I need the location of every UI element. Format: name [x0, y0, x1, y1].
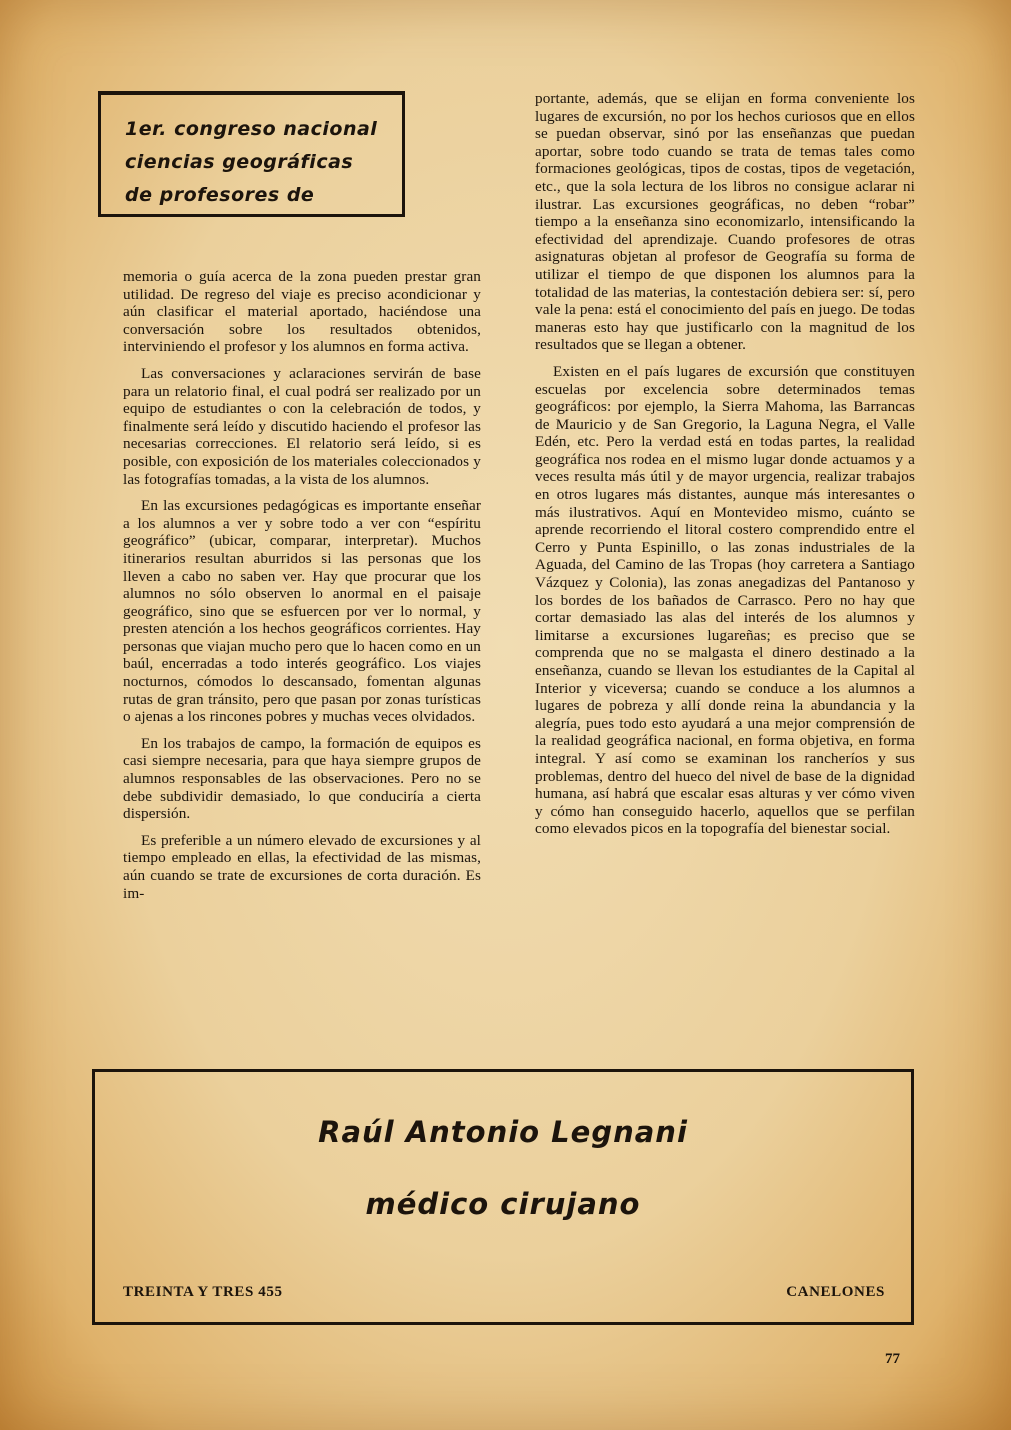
article-title — [125, 113, 377, 212]
page-number: 77 — [885, 1351, 900, 1367]
title-box-right-border — [402, 91, 405, 217]
title-line-2: ciencias geográficas — [125, 151, 354, 173]
left-paragraph-1: memoria o guía acerca de la zona pueden prestar gran utilidad. De regreso del viaje es preciso acondicionar y aún clasificar el material aportado, haciéndose una conversación sobre los resultados obtenidos, interviniendo el profesor y los alumnos en forma activa. — [123, 268, 481, 356]
ad-city: CANELONES — [786, 1284, 885, 1300]
right-text-column — [535, 90, 915, 847]
ad-address: TREINTA Y TRES 455 — [123, 1284, 283, 1300]
article-title-box — [98, 91, 402, 217]
ad-profession: médico cirujano — [365, 1187, 641, 1221]
title-line-3: de profesores de — [125, 184, 315, 206]
left-paragraph-5: Es preferible a un número elevado de excursiones y al tiempo empleado en ellas, la efectividad de las mismas, aún cuando se trate de excursiones de corta duración. Es im- — [123, 831, 481, 902]
title-line-1: 1er. congreso nacional — [125, 118, 378, 140]
ad-doctor-name: Raúl Antonio Legnani — [318, 1115, 688, 1149]
advertisement-box — [92, 1069, 914, 1325]
left-text-column — [123, 268, 481, 911]
left-paragraph-3: En las excursiones pedagógicas es importante enseñar a los alumnos a ver y sobre todo a ver con “espíritu geográfico” (ubicar, comparar, interpretar). Muchos itinerarios resultan aburridos si las personas que los lleven a cabo no saben ver. Hay que procurar que los alumnos no sólo observen lo anormal en el paisaje geográfico, sino que se esfuercen por ver lo normal, y presten atención a los hechos geográficos corrientes. Hay personas que viajan mucho pero que lo hacen como en un baúl, encerradas a todo interés geográfico. Los viajes nocturnos, cómodos lo descansado, fomentan algunas rutas de gran tránsito, pero que pasan por zonas turísticas o ajenas a los rincones pobres y muchas veces olvidados. — [123, 497, 481, 726]
right-paragraph-2: Existen en el país lugares de excursión que constituyen escuelas por excelencia sobre determinados temas geográficos: por ejemplo, la Sierra Mahoma, las Barrancas de Mauricio y de San Gregorio, la Laguna Negra, el Valle Edén, etc. Pero la verdad está en todas partes, la realidad geográfica nos rodea en el mismo lugar donde actuamos y a veces resulta más útil y de mayor urgencia, realizar trabajos en otros lugares más distantes, aunque más interesantes o más ilustrativos. Aquí en Montevideo mismo, cuánto se aprende recorriendo el litoral costero comprendido entre el Cerro y Punta Espinillo, o las zonas industriales de la Aguada, del Camino de las Tropas (hoy carretera a Santiago Vázquez y Colonia), las zonas anegadizas del Pantanoso y los bordes de los bañados de Carrasco. Pero no hay que cortar demasiado las alas del interés de los alumnos y limitarse a excursiones lugareñas; es preciso que se comprenda que no se malgasta el dinero destinado a la enseñanza, cuando se llevan los estudiantes de la Capital al Interior y viceversa; cuando se conduce a los alumnos a lugares de pobreza y allí donde reina la abundancia y la alegría, pues todo esto ayudará a una mejor comprensión de la realidad geográfica nacional, en forma objetiva, en forma integral. Y así como se examinan los rancheríos y sus problemas, dentro del hueco del nivel de base de la dignidad humana, así habrá que escalar esas alturas y ver cómo viven y cómo han conseguido hacerlo, aquellos que se perfilan como elevados picos en la topografía del bienestar social. — [535, 362, 915, 838]
left-paragraph-2: Las conversaciones y aclaraciones servirán de base para un relatorio final, el cual podrá ser realizado por un equipo de estudiantes o con la celebración de todos, y finalmente será leído y discutido haciendo el profesor las necesarias correcciones. El relatorio será leído, si es posible, con exposición de los materiales coleccionados y las fotografías tomadas, a la vista de los alumnos. — [123, 364, 481, 488]
left-paragraph-4: En los trabajos de campo, la formación de equipos es casi siempre necesaria, para que haya siempre grupos de alumnos responsables de las observaciones. Pero no se debe subdividir demasiado, lo que conduciría a cierta dispersión. — [123, 734, 481, 823]
right-paragraph-1: portante, además, que se elijan en forma conveniente los lugares de excursión, no por los hechos curiosos que en ellos se puedan observar, sinó por las enseñanzas que puedan aportar, sobre todo cuando se trata de temas tales como formaciones geológicas, tipos de costas, tipos de vegetación, etc., que la sola lectura de los libros no consigue aclarar ni ilustrar. Las excursiones geográficas, no deben “robar” tiempo a la enseñanza sino economizarlo, intensificando la efectividad del aprendizaje. Cuando profesores de otras asignaturas objetan al profesor de Geografía su forma de utilizar el tiempo de que disponen los alumnos para la totalidad de las materias, la contestación debiera ser: sí, pero vale la pena: está el conocimiento del país en juego. De todas maneras esto hay que justificarlo con la magnitud de los resultados que se llegan a obtener. — [535, 90, 915, 354]
